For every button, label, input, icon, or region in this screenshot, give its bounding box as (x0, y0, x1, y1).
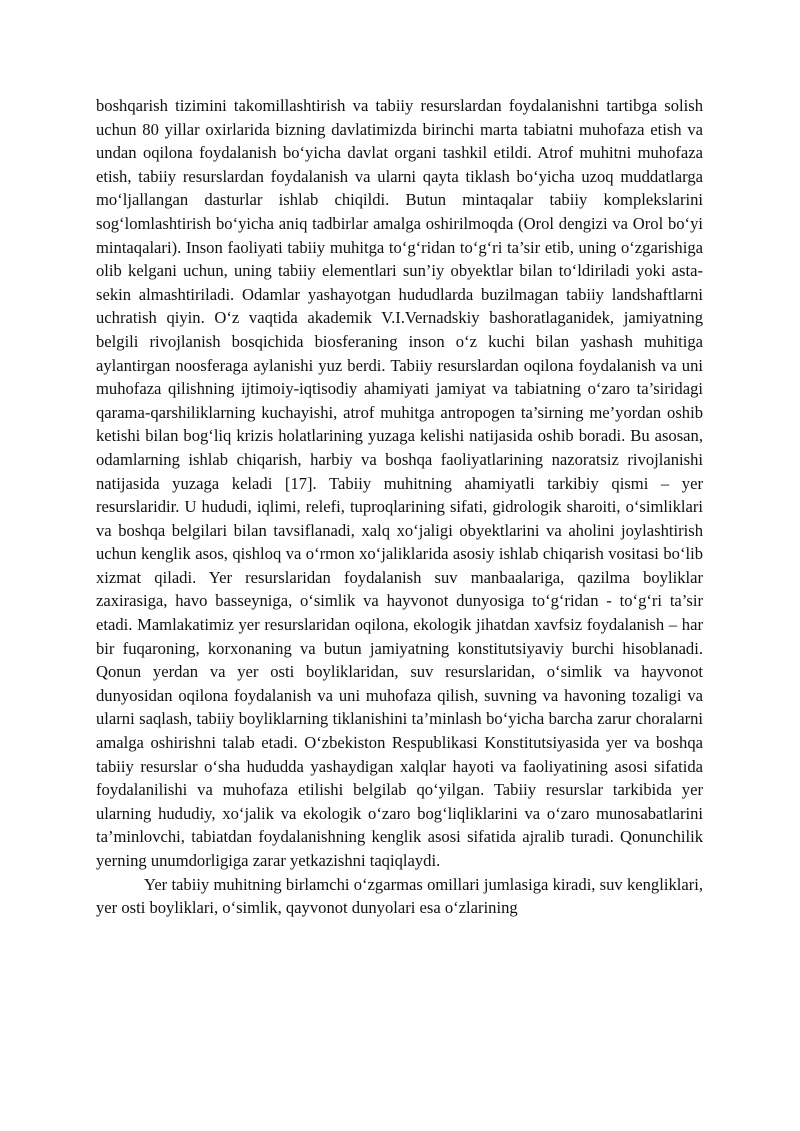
paragraph: boshqarish tizimini takomillashtirish va tabiiy resurslardan foydalanishni tartibga solish uchun 80 yillar oxirlarida bizning davlatimizda birinchi marta tabiatni muhofaza etish va undan oqilona foydalanish bo‘yicha davlat organi tashkil etildi. Atrof muhitni muhofaza etish, tabiiy resurslardan foydalanish va ularni qayta tiklash bo‘yicha uzoq muddatlarga mo‘ljallangan dasturlar ishlab chiqildi. Butun mintaqalar tabiiy komplekslarini sog‘lomlashtirish bo‘yicha aniq tadbirlar amalga oshirilmoqda (Orol dengizi va Orol bo‘yi mintaqalari). Inson faoliyati tabiiy muhitga to‘g‘ridan to‘g‘ri ta’sir etib, uning o‘zgarishiga olib kelgani uchun, uning tabiiy elementlari sun’iy obyektlar bilan to‘ldiriladi yoki asta-sekin almashtiriladi. Odamlar yashayotgan hududlarda buzilmagan tabiiy landshaftlarni uchratish qiyin. O‘z vaqtida akademik V.I.Vernadskiy bashoratlaganidek, jamiyatning belgili rivojlanish bosqichida biosferaning inson o‘z kuchi bilan yashash muhitiga aylantirgan noosferaga aylanishi yuz berdi. Tabiiy resurslardan oqilona foydalanish va uni muhofaza qilishning ijtimoiy-iqtisodiy ahamiyati jamiyat va tabiatning o‘zaro ta’siridagi qarama-qarshiliklarning kuchayishi, atrof muhitga antropogen ta’sirning me’yordan oshib ketishi bilan bog‘liq krizis holatlarining yuzaga kelishi natijasida oshib boradi. Bu asosan, odamlarning ishlab chiqarish, harbiy va boshqa faoliyatlarining nazoratsiz rivojlanishi natijasida yuzaga keladi [17]. Tabiiy muhitning ahamiyatli tarkibiy qismi – yer resurslaridir. U hududi, iqlimi, relefi, tuproqlarining sifati, gidrologik sharoiti, o‘simliklari va boshqa belgilari bilan tavsiflanadi, xalq xo‘jaligi obyektlarini va aholini joylashtirish uchun kenglik asos, qishloq va o‘rmon xo‘jaliklarida asosiy ishlab chiqarish vositasi bo‘lib xizmat qiladi. Yer resurslaridan foydalanish suv manbaalariga, qazilma boyliklar zaxirasiga, havo basseyniga, o‘simlik va hayvonot dunyosiga to‘g‘ridan - to‘g‘ri ta’sir etadi. Mamlakatimiz yer resurslaridan oqilona, ekologik jihatdan xavfsiz foydalanish – har bir fuqaroning, korxonaning va butun jamiyatning konstitutsiyaviy burchi hisoblanadi. Qonun yerdan va yer osti boyliklaridan, suv resurslaridan, o‘simlik va hayvonot dunyosidan oqilona foydalanish va uni muhofaza qilish, suvning va havoning tozaligi va ularni saqlash, tabiiy boyliklarning tiklanishini ta’minlash bo‘yicha barcha zarur choralarni amalga oshirishni talab etadi. O‘zbekiston Respublikasi Konstitutsiyasida yer va boshqa tabiiy resurslar o‘sha hududda yashaydigan xalqlar hayoti va faoliyatining asosi sifatida foydalanilishi va muhofaza etilishi belgilab qo‘yilgan. Tabiiy resurslar tarkibida yer ularning hududiy, xo‘jalik va ekologik o‘zaro bog‘liqliklarini va o‘zaro munosabatlarini ta’minlovchi, tabiatdan foydalanishning kenglik asosi sifatida ajralib turadi. Qonunchilik yerning unumdorligiga zarar yetkazishni taqiqlaydi. (96, 96, 703, 870)
document-page (96, 94, 703, 920)
paragraph: Yer tabiiy muhitning birlamchi o‘zgarmas omillari jumlasiga kiradi, suv kengliklari, yer osti boyliklari, o‘simlik, qayvonot dunyolari esa o‘zlarining (96, 874, 703, 918)
